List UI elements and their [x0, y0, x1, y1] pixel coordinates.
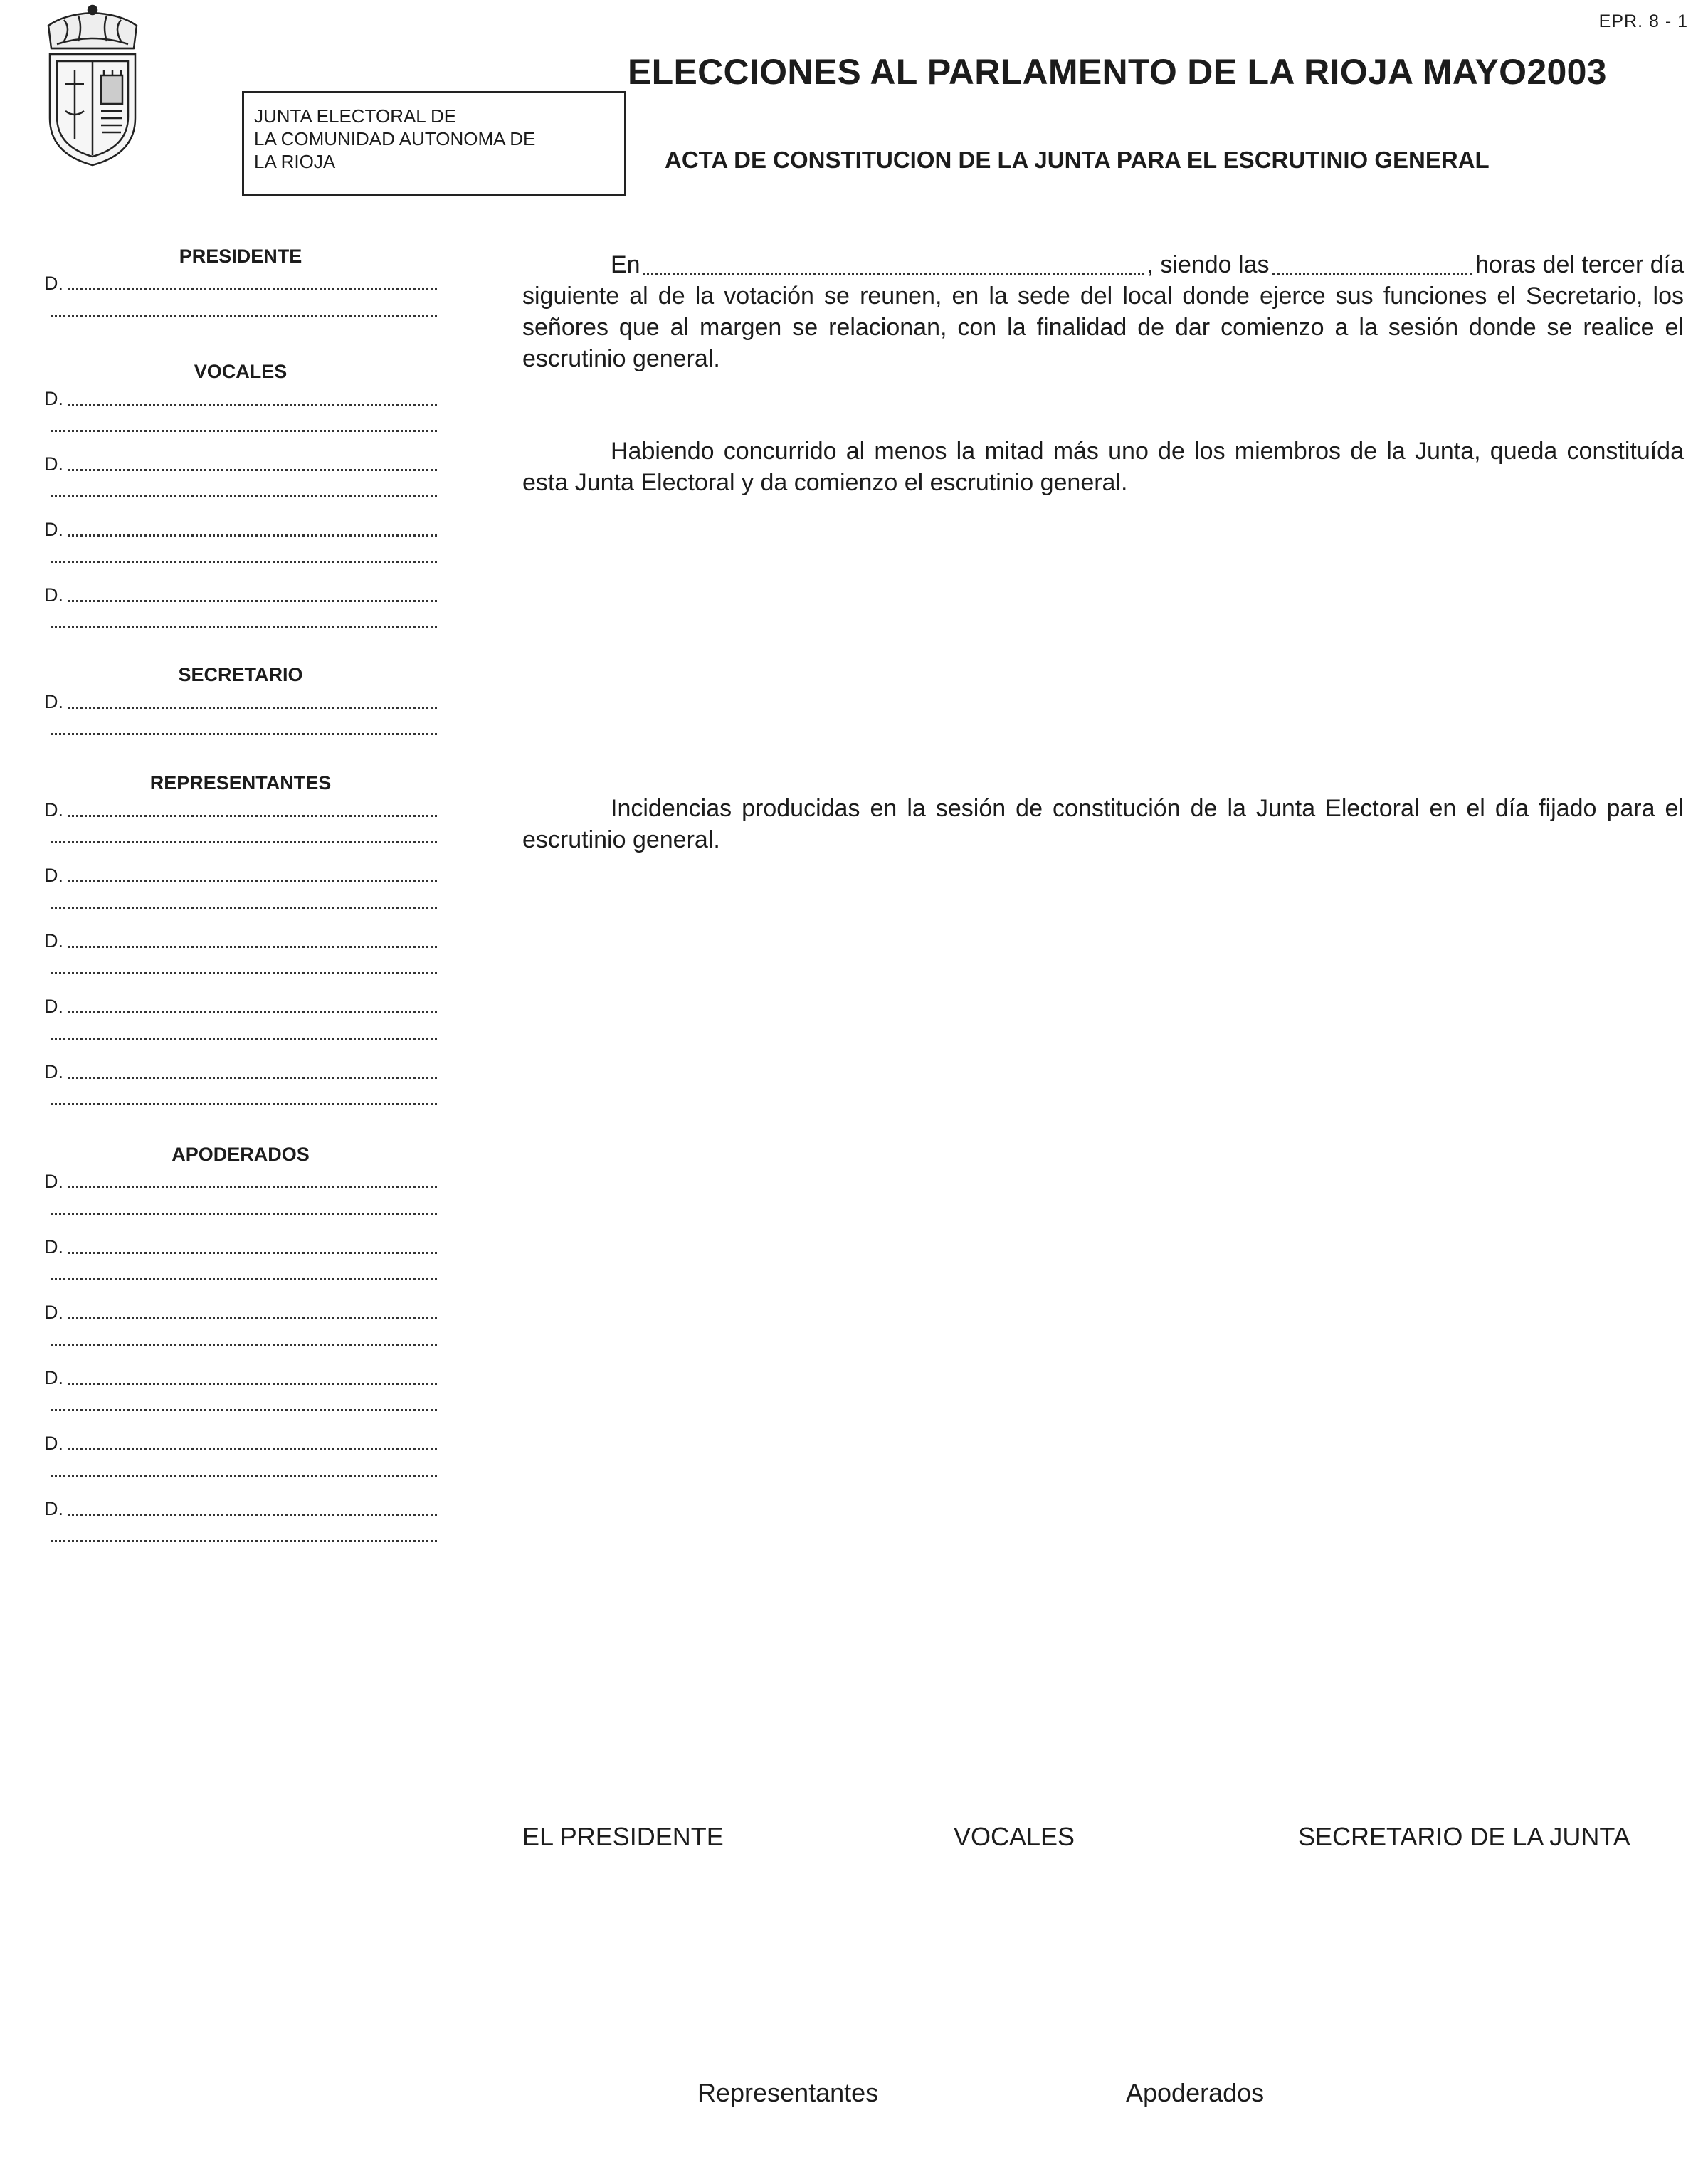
name-line[interactable] [68, 815, 437, 817]
entry-prefix: D. [44, 996, 63, 1017]
name-line-second[interactable] [51, 315, 437, 317]
text-horas: horas del tercer día [1475, 251, 1684, 278]
name-line-second[interactable] [51, 495, 437, 497]
name-entry[interactable] [44, 1365, 437, 1430]
name-entry[interactable] [44, 582, 437, 660]
name-line-second[interactable] [51, 972, 437, 974]
name-line-second[interactable] [51, 430, 437, 432]
signature-president: EL PRESIDENTE [522, 1822, 724, 1851]
name-line-second[interactable] [51, 733, 437, 735]
name-line-second[interactable] [51, 907, 437, 909]
entry-prefix: D. [44, 273, 63, 294]
entry-prefix: D. [44, 388, 63, 409]
name-line[interactable] [68, 288, 437, 290]
document-title: ELECCIONES AL PARLAMENTO DE LA RIOJA MAYO2003 [628, 52, 1607, 92]
entry-prefix: D. [44, 1171, 63, 1192]
name-line[interactable] [68, 534, 437, 537]
paragraph-quorum: Habiendo concurrido al menos la mitad más uno de los miembros de la Junta, queda constituída esta Junta Electoral y da comienzo el escrutinio general. [522, 438, 1684, 496]
time-field[interactable] [1272, 273, 1473, 275]
name-entry[interactable] [44, 1059, 437, 1140]
entry-prefix: D. [44, 865, 63, 886]
name-entry[interactable] [44, 1496, 437, 1561]
name-entry[interactable] [44, 928, 437, 993]
attendees-column [44, 242, 437, 1561]
name-entry[interactable] [44, 451, 437, 517]
name-line[interactable] [68, 1077, 437, 1079]
entry-prefix: D. [44, 1302, 63, 1323]
name-entry[interactable] [44, 1169, 437, 1234]
entry-prefix: D. [44, 930, 63, 952]
junta-line: JUNTA ELECTORAL DE [254, 105, 457, 127]
name-line-second[interactable] [51, 1475, 437, 1477]
signature-representantes: Representantes [697, 2078, 879, 2107]
name-line[interactable] [68, 1514, 437, 1516]
name-line[interactable] [68, 946, 437, 948]
signature-secretario: SECRETARIO DE LA JUNTA [1298, 1822, 1630, 1851]
entry-prefix: D. [44, 1236, 63, 1258]
name-line-second[interactable] [51, 1344, 437, 1346]
document-subtitle: ACTA DE CONSTITUCION DE LA JUNTA PARA EL ESCRUTINIO GENERAL [665, 147, 1490, 173]
name-line-second[interactable] [51, 626, 437, 628]
name-entry[interactable] [44, 993, 437, 1059]
name-line[interactable] [68, 469, 437, 471]
entry-prefix: D. [44, 1061, 63, 1082]
paragraph-opening [522, 249, 1684, 374]
section-title: VOCALES [194, 361, 288, 382]
signature-vocales: VOCALES [954, 1822, 1075, 1851]
name-line[interactable] [68, 1448, 437, 1450]
section-title: APODERADOS [172, 1144, 310, 1165]
junta-line: LA COMUNIDAD AUTONOMA DE [254, 128, 536, 149]
paragraph-opening-rest: siguiente al de la votación se reunen, en la sede del local donde ejerce sus funciones el Secretario, los señores que al margen se relacionan, con la finalidad de dar comienzo a la sesión donde se realice el escrutinio general. [522, 283, 1684, 372]
name-line-second[interactable] [51, 1540, 437, 1542]
name-line-second[interactable] [51, 1103, 437, 1105]
name-entry[interactable] [44, 863, 437, 928]
name-line[interactable] [68, 1383, 437, 1385]
junta-line: LA RIOJA [254, 151, 336, 172]
name-line-second[interactable] [51, 1409, 437, 1411]
entry-prefix: D. [44, 1433, 63, 1454]
name-entry[interactable] [44, 1300, 437, 1365]
junta-electoral-box [242, 91, 626, 196]
name-line-second[interactable] [51, 841, 437, 843]
entry-prefix: D. [44, 519, 63, 540]
name-entry[interactable] [44, 1234, 437, 1300]
section-title: SECRETARIO [178, 664, 303, 685]
name-entry[interactable] [44, 1430, 437, 1496]
name-line-second[interactable] [51, 561, 437, 563]
paragraph-incidents: Incidencias producidas en la sesión de constitución de la Junta Electoral en el día fijado para el escrutinio general. [522, 795, 1684, 853]
entry-prefix: D. [44, 1498, 63, 1519]
place-field[interactable] [643, 273, 1144, 275]
name-line-second[interactable] [51, 1213, 437, 1215]
name-line[interactable] [68, 1317, 437, 1319]
entry-prefix: D. [44, 799, 63, 821]
name-entry[interactable] [44, 270, 437, 357]
name-entry[interactable] [44, 386, 437, 451]
text-siendo: , siendo las [1146, 251, 1270, 278]
name-line[interactable] [68, 404, 437, 406]
name-entry[interactable] [44, 689, 437, 769]
form-code: EPR. 8 - 1 [1598, 11, 1688, 31]
name-line-second[interactable] [51, 1278, 437, 1280]
entry-prefix: D. [44, 1367, 63, 1388]
name-line[interactable] [68, 600, 437, 602]
name-line[interactable] [68, 1011, 437, 1013]
la-rioja-coat-of-arms-icon [36, 4, 149, 171]
name-line[interactable] [68, 1186, 437, 1188]
entry-prefix: D. [44, 691, 63, 712]
name-line[interactable] [68, 1252, 437, 1254]
name-line-second[interactable] [51, 1038, 437, 1040]
text-en: En [611, 251, 640, 278]
name-entry[interactable] [44, 797, 437, 863]
section-title: REPRESENTANTES [149, 772, 332, 794]
section-title: PRESIDENTE [179, 246, 302, 267]
name-line[interactable] [68, 880, 437, 882]
signature-apoderados: Apoderados [1126, 2078, 1265, 2107]
entry-prefix: D. [44, 453, 63, 475]
entry-prefix: D. [44, 584, 63, 606]
name-entry[interactable] [44, 517, 437, 582]
name-line[interactable] [68, 707, 437, 709]
